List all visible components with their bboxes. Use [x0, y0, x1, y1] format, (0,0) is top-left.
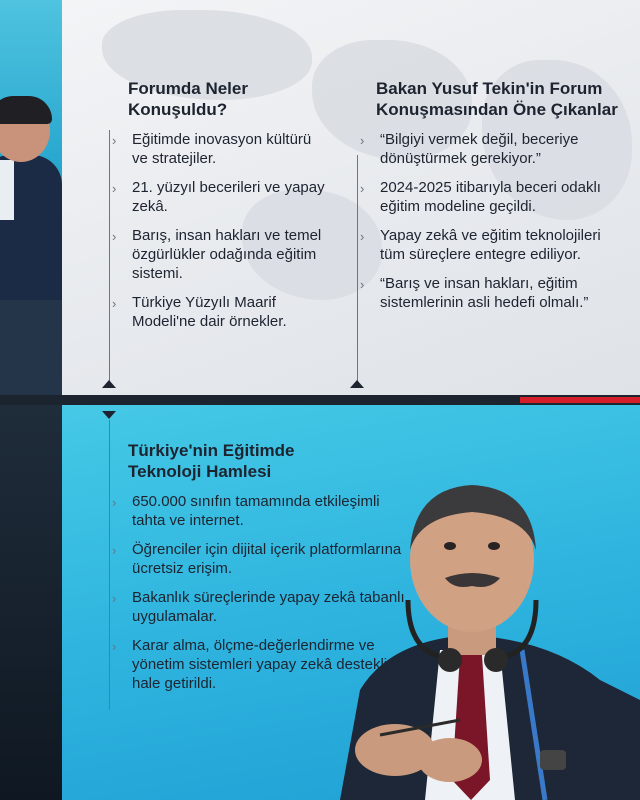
- chevron-right-icon: ›: [360, 277, 365, 292]
- section-divider: [0, 395, 640, 405]
- list-item: › Öğrenciler için dijital içerik platformlarına ücretsiz erişim.: [112, 541, 402, 577]
- bottom-column: [112, 440, 412, 703]
- right-column-title: Bakan Yusuf Tekin'in Forum Konuşmasından Öne Çıkanlar: [376, 79, 618, 119]
- chevron-right-icon: ›: [112, 495, 117, 510]
- chevron-right-icon: ›: [360, 133, 365, 148]
- chevron-right-icon: ›: [112, 639, 117, 654]
- right-timeline-line: [357, 155, 358, 382]
- bottom-column-title: Türkiye'nin Eğitimde Teknoloji Hamlesi: [128, 441, 295, 481]
- chevron-right-icon: ›: [360, 181, 365, 196]
- list-item: › 2024-2025 itibarıyla beceri odaklı eğitim modeline geçildi.: [360, 179, 601, 215]
- triangle-down-icon: [102, 411, 116, 419]
- chevron-right-icon: ›: [112, 133, 117, 148]
- list-item: › Eğitimde inovasyon kültürü ve stratejiler.: [112, 131, 312, 167]
- triangle-up-icon: [350, 380, 364, 388]
- right-column: [360, 78, 622, 322]
- left-dark-strip: [0, 405, 62, 800]
- triangle-up-icon: [102, 380, 116, 388]
- left-timeline-line: [109, 130, 110, 382]
- list-item: › Türkiye Yüzyılı Maarif Modeli'ne dair örnekler.: [112, 294, 287, 330]
- chevron-right-icon: ›: [112, 296, 117, 311]
- left-column-title: Forumda Neler Konuşuldu?: [128, 79, 248, 119]
- speaker-photo: [0, 0, 62, 395]
- chevron-right-icon: ›: [360, 229, 365, 244]
- bottom-timeline-line: [109, 420, 110, 710]
- list-item: › Karar alma, ölçme-değerlendirme ve yönetim sistemleri yapay zekâ destekli hale getirildi.: [112, 637, 388, 692]
- accent-bar: [520, 397, 640, 403]
- chevron-right-icon: ›: [112, 229, 117, 244]
- list-item: › 21. yüzyıl becerileri ve yapay zekâ.: [112, 179, 325, 215]
- list-item: › 650.000 sınıfın tamamında etkileşimli tahta ve internet.: [112, 493, 380, 529]
- list-item: › “Bilgiyi vermek değil, beceriye dönüştürmek gerekiyor.”: [360, 131, 579, 167]
- list-item: › Yapay zekâ ve eğitim teknolojileri tüm süreçlere entegre ediliyor.: [360, 227, 601, 263]
- chevron-right-icon: ›: [112, 181, 117, 196]
- list-item: › Barış, insan hakları ve temel özgürlükler odağında eğitim sistemi.: [112, 227, 322, 282]
- left-column: [112, 78, 327, 341]
- list-item: › “Barış ve insan hakları, eğitim sistemlerinin asli hedefi olmalı.”: [360, 275, 589, 311]
- chevron-right-icon: ›: [112, 543, 117, 558]
- chevron-right-icon: ›: [112, 591, 117, 606]
- list-item: › Bakanlık süreçlerinde yapay zekâ tabanlı uygulamalar.: [112, 589, 405, 625]
